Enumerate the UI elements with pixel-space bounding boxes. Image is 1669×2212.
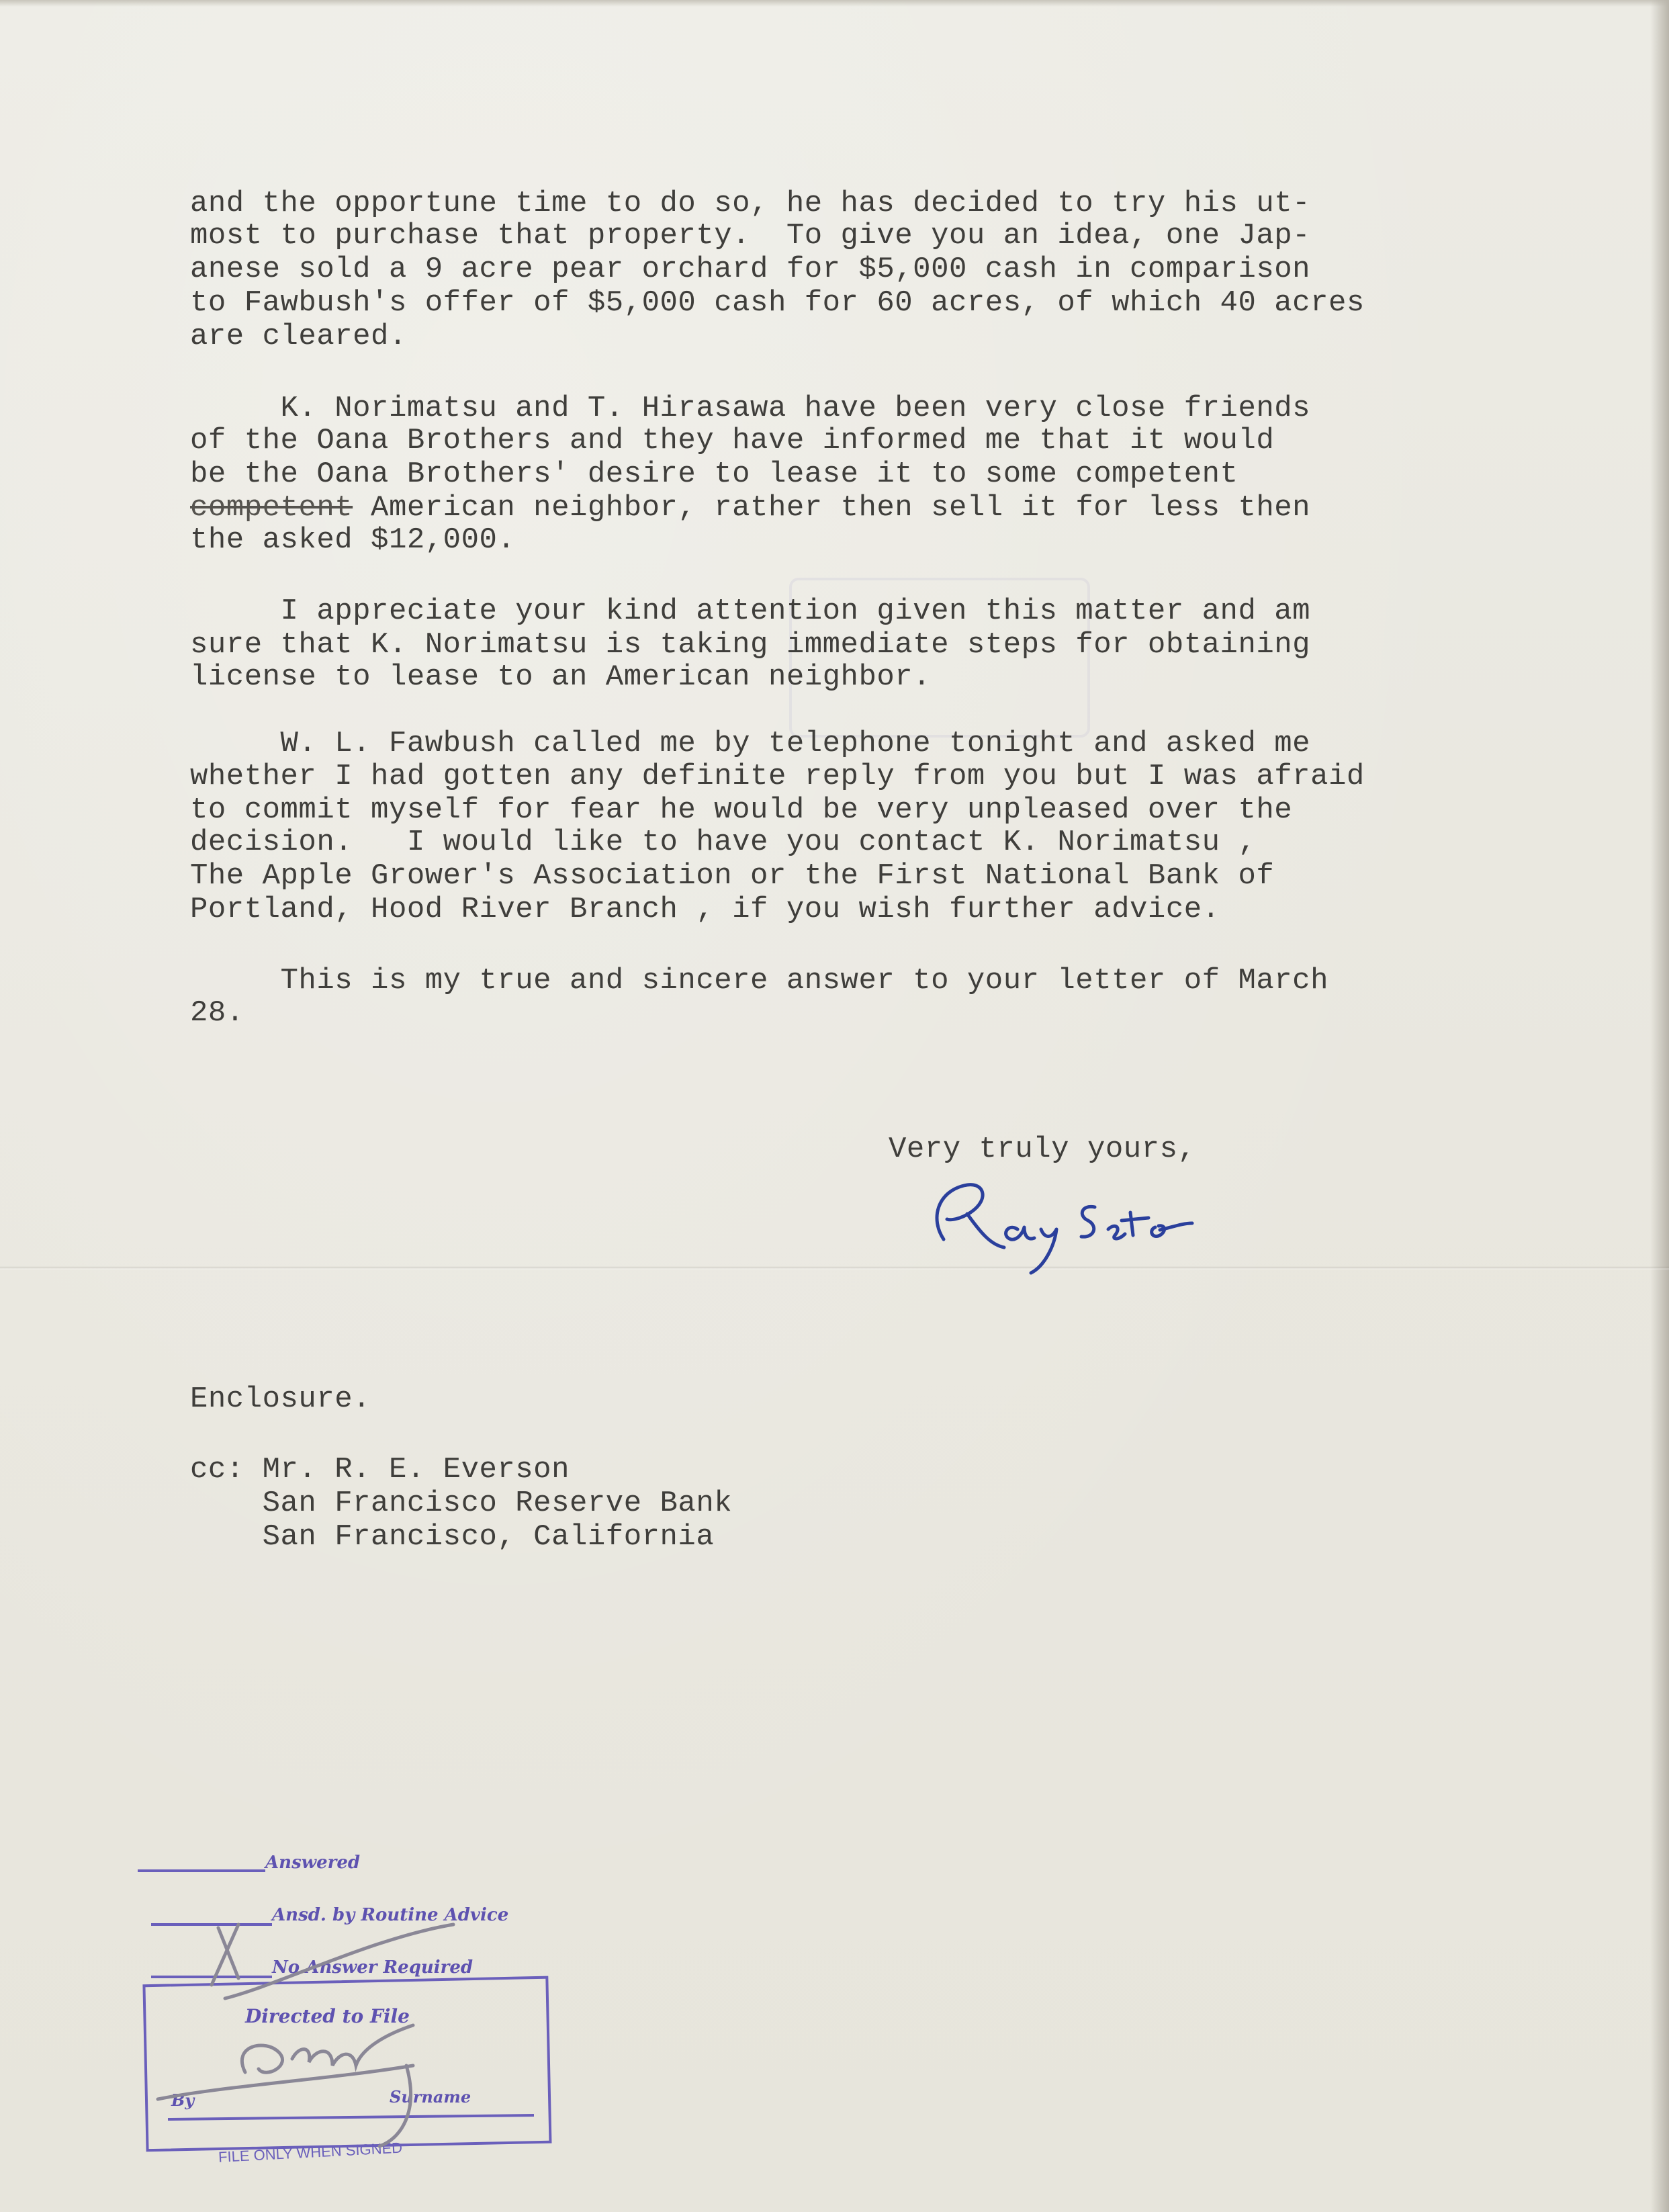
routing-stamp bbox=[131, 1844, 615, 2166]
stamp-by: By bbox=[171, 2090, 195, 2110]
text-line: to commit myself for fear he would be very unpleased over the bbox=[190, 793, 1293, 827]
stamp-routine-advice: Ansd. by Routine Advice bbox=[272, 1905, 509, 1925]
cc-line: San Francisco, California bbox=[190, 1520, 715, 1554]
text-line: most to purchase that property. To give you an idea, one Jap- bbox=[190, 219, 1311, 253]
text-line: 28. bbox=[190, 996, 244, 1030]
text-line: be the Oana Brothers' desire to lease it to some competent bbox=[190, 457, 1238, 491]
text-line: This is my true and sincere answer to your letter of March bbox=[190, 964, 1328, 998]
text-line: license to lease to an American neighbor. bbox=[190, 660, 932, 694]
text-line: and the opportune time to do so, he has decided to try his ut- bbox=[190, 187, 1311, 220]
text-line: K. Norimatsu and T. Hirasawa have been very close friends bbox=[190, 392, 1311, 425]
text-line: sure that K. Norimatsu is taking immediate steps for obtaining bbox=[190, 628, 1311, 662]
text-line: to Fawbush's offer of $5,000 cash for 60 acres, of which 40 acres bbox=[190, 286, 1365, 320]
stamp-surname: Surname bbox=[390, 2087, 471, 2107]
text-line: whether I had gotten any definite reply from you but I was afraid bbox=[190, 760, 1365, 793]
text-line: the asked $12,000. bbox=[190, 523, 516, 557]
text-line: Portland, Hood River Branch , if you wish further advice. bbox=[190, 893, 1220, 926]
text-line: W. L. Fawbush called me by telephone tonight and asked me bbox=[190, 727, 1311, 760]
cc-line: San Francisco Reserve Bank bbox=[190, 1487, 733, 1520]
closing-salutation: Very truly yours, bbox=[889, 1133, 1196, 1166]
stamp-answered: Answered bbox=[265, 1853, 361, 1873]
text-line bbox=[190, 491, 1310, 525]
text-fragment: American neighbor, rather then sell it for less then bbox=[353, 491, 1311, 525]
text-line: I appreciate your kind attention given this matter and am bbox=[190, 594, 1311, 628]
paper-fold-line bbox=[0, 1266, 1669, 1270]
text-line: The Apple Grower's Association or the First National Bank of bbox=[190, 859, 1275, 893]
page-right-edge bbox=[1650, 0, 1669, 2212]
stamp-no-answer: No Answer Required bbox=[272, 1957, 473, 1978]
page-top-shadow bbox=[0, 0, 1669, 7]
text-line: of the Oana Brothers and they have informed me that it would bbox=[190, 424, 1275, 457]
text-line: are cleared. bbox=[190, 320, 407, 353]
stamp-file-only: FILE ONLY WHEN SIGNED bbox=[218, 2139, 403, 2166]
text-line: decision. I would like to have you contact K. Norimatsu , bbox=[190, 826, 1257, 859]
handwritten-signature bbox=[917, 1165, 1199, 1280]
cc-line: cc: Mr. R. E. Everson bbox=[190, 1453, 570, 1487]
struck-out-word: competent bbox=[190, 491, 353, 525]
text-line: anese sold a 9 acre pear orchard for $5,000 cash in comparison bbox=[190, 253, 1311, 286]
enclosure-note: Enclosure. bbox=[190, 1382, 371, 1416]
stamp-directed-to-file: Directed to File bbox=[245, 2005, 410, 2027]
